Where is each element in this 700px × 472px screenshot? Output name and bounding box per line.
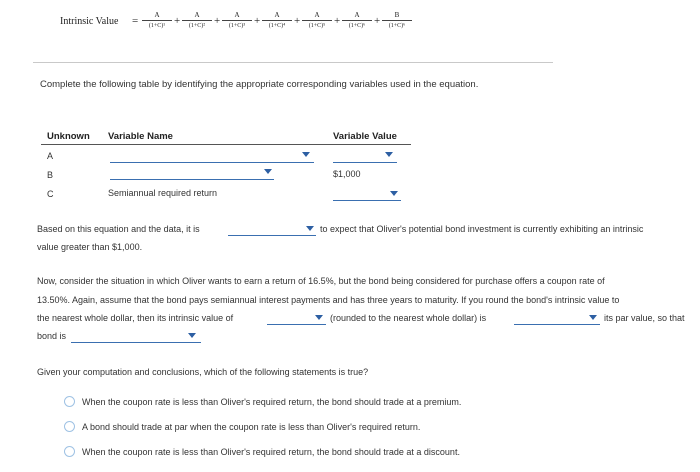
row-a-unknown: A [47,151,54,161]
plus-sign: + [374,15,381,27]
plus-sign: + [334,15,341,27]
fraction-numerator: A [194,11,200,19]
header-unknown: Unknown [47,131,90,142]
par-comparison-dropdown[interactable] [514,312,600,326]
row-a-variable-value-dropdown[interactable] [333,150,397,164]
section2-line4: bond is [37,331,67,341]
chevron-down-icon [188,333,196,338]
bond-trade-dropdown[interactable] [71,330,201,344]
fraction-numerator: A [234,11,240,19]
section1-line1-end: to expect that Oliver's potential bond investment is currently exhibiting an intrinsic [320,224,644,234]
chevron-down-icon [390,191,398,196]
section2-line2: 13.50%. Again, assume that the bond pays semiannual interest payments and has three years to maturity. If you round the bond's intrinsic value to [37,295,620,305]
row-a-variable-name-dropdown[interactable] [110,150,314,164]
option-2-radio[interactable] [64,421,75,432]
row-c-variable-name: Semiannual required return [108,188,218,198]
fraction-numerator: A [274,11,280,19]
row-b-unknown: B [47,170,54,180]
plus-sign: + [174,15,181,27]
row-b-variable-name-dropdown[interactable] [110,167,274,181]
chevron-down-icon [385,152,393,157]
section2-line3-c: its par value, so that [604,313,685,323]
fraction-term-5 [302,11,332,30]
fraction-term-2 [182,11,212,30]
fraction-denominator: (1+C)¹ [148,23,166,29]
option-3-radio[interactable] [64,446,75,457]
row-c-variable-value-dropdown[interactable] [333,188,401,202]
fraction-denominator: (1+C)² [188,23,206,29]
fraction-denominator: (1+C)⁶ [388,23,406,29]
intrinsic-value-dropdown[interactable] [267,312,326,326]
section2-line3-b: (rounded to the nearest whole dollar) is [330,313,487,323]
section2-line3-a: the nearest whole dollar, then its intrinsic value of [37,313,234,323]
fraction-numerator: A [314,11,320,19]
question-text: Given your computation and conclusions, which of the following statements is true? [37,367,369,377]
plus-sign: + [214,15,221,27]
section1-line1-start: Based on this equation and the data, it is [37,224,200,234]
expectation-dropdown[interactable] [228,223,316,237]
equation-label: Intrinsic Value [60,16,119,27]
option-1-label[interactable]: When the coupon rate is less than Oliver's required return, the bond should trade at a premium. [82,397,462,407]
fraction-term-6 [342,11,372,30]
instructions-text: Complete the following table by identifying the appropriate corresponding variables used in the equation. [40,79,479,90]
chevron-down-icon [302,152,310,157]
chevron-down-icon [315,315,323,320]
option-2-label[interactable]: A bond should trade at par when the coupon rate is less than Oliver's required return. [82,422,421,432]
fraction-numerator: A [354,11,360,19]
section-divider [33,62,553,63]
row-c-unknown: C [47,189,54,199]
chevron-down-icon [264,169,272,174]
fraction-denominator: (1+C)⁵ [308,23,326,29]
fraction-term-7 [382,11,412,30]
fraction-denominator: (1+C)⁴ [268,23,286,29]
header-variable-name: Variable Name [108,131,173,142]
option-3-label[interactable]: When the coupon rate is less than Oliver's required return, the bond should trade at a discount. [82,447,460,457]
fraction-term-3 [222,11,252,30]
fraction-denominator: (1+C)³ [228,23,246,29]
chevron-down-icon [306,226,314,231]
table-header-rule [41,144,411,145]
fraction-numerator: B [394,11,400,19]
fraction-term-4 [262,11,292,30]
fraction-denominator: (1+C)⁶ [348,23,366,29]
fraction-term-1 [142,11,172,30]
header-variable-value: Variable Value [333,131,397,142]
option-1-radio[interactable] [64,396,75,407]
plus-sign: + [294,15,301,27]
plus-sign: + [254,15,261,27]
fraction-numerator: A [154,11,160,19]
chevron-down-icon [589,315,597,320]
row-b-variable-value: $1,000 [333,169,361,179]
section2-line1: Now, consider the situation in which Oliver wants to earn a return of 16.5%, but the bond being considered for purchase offers a coupon rate of [37,276,605,286]
equals-sign: = [132,15,139,27]
section1-line2: value greater than $1,000. [37,242,143,252]
